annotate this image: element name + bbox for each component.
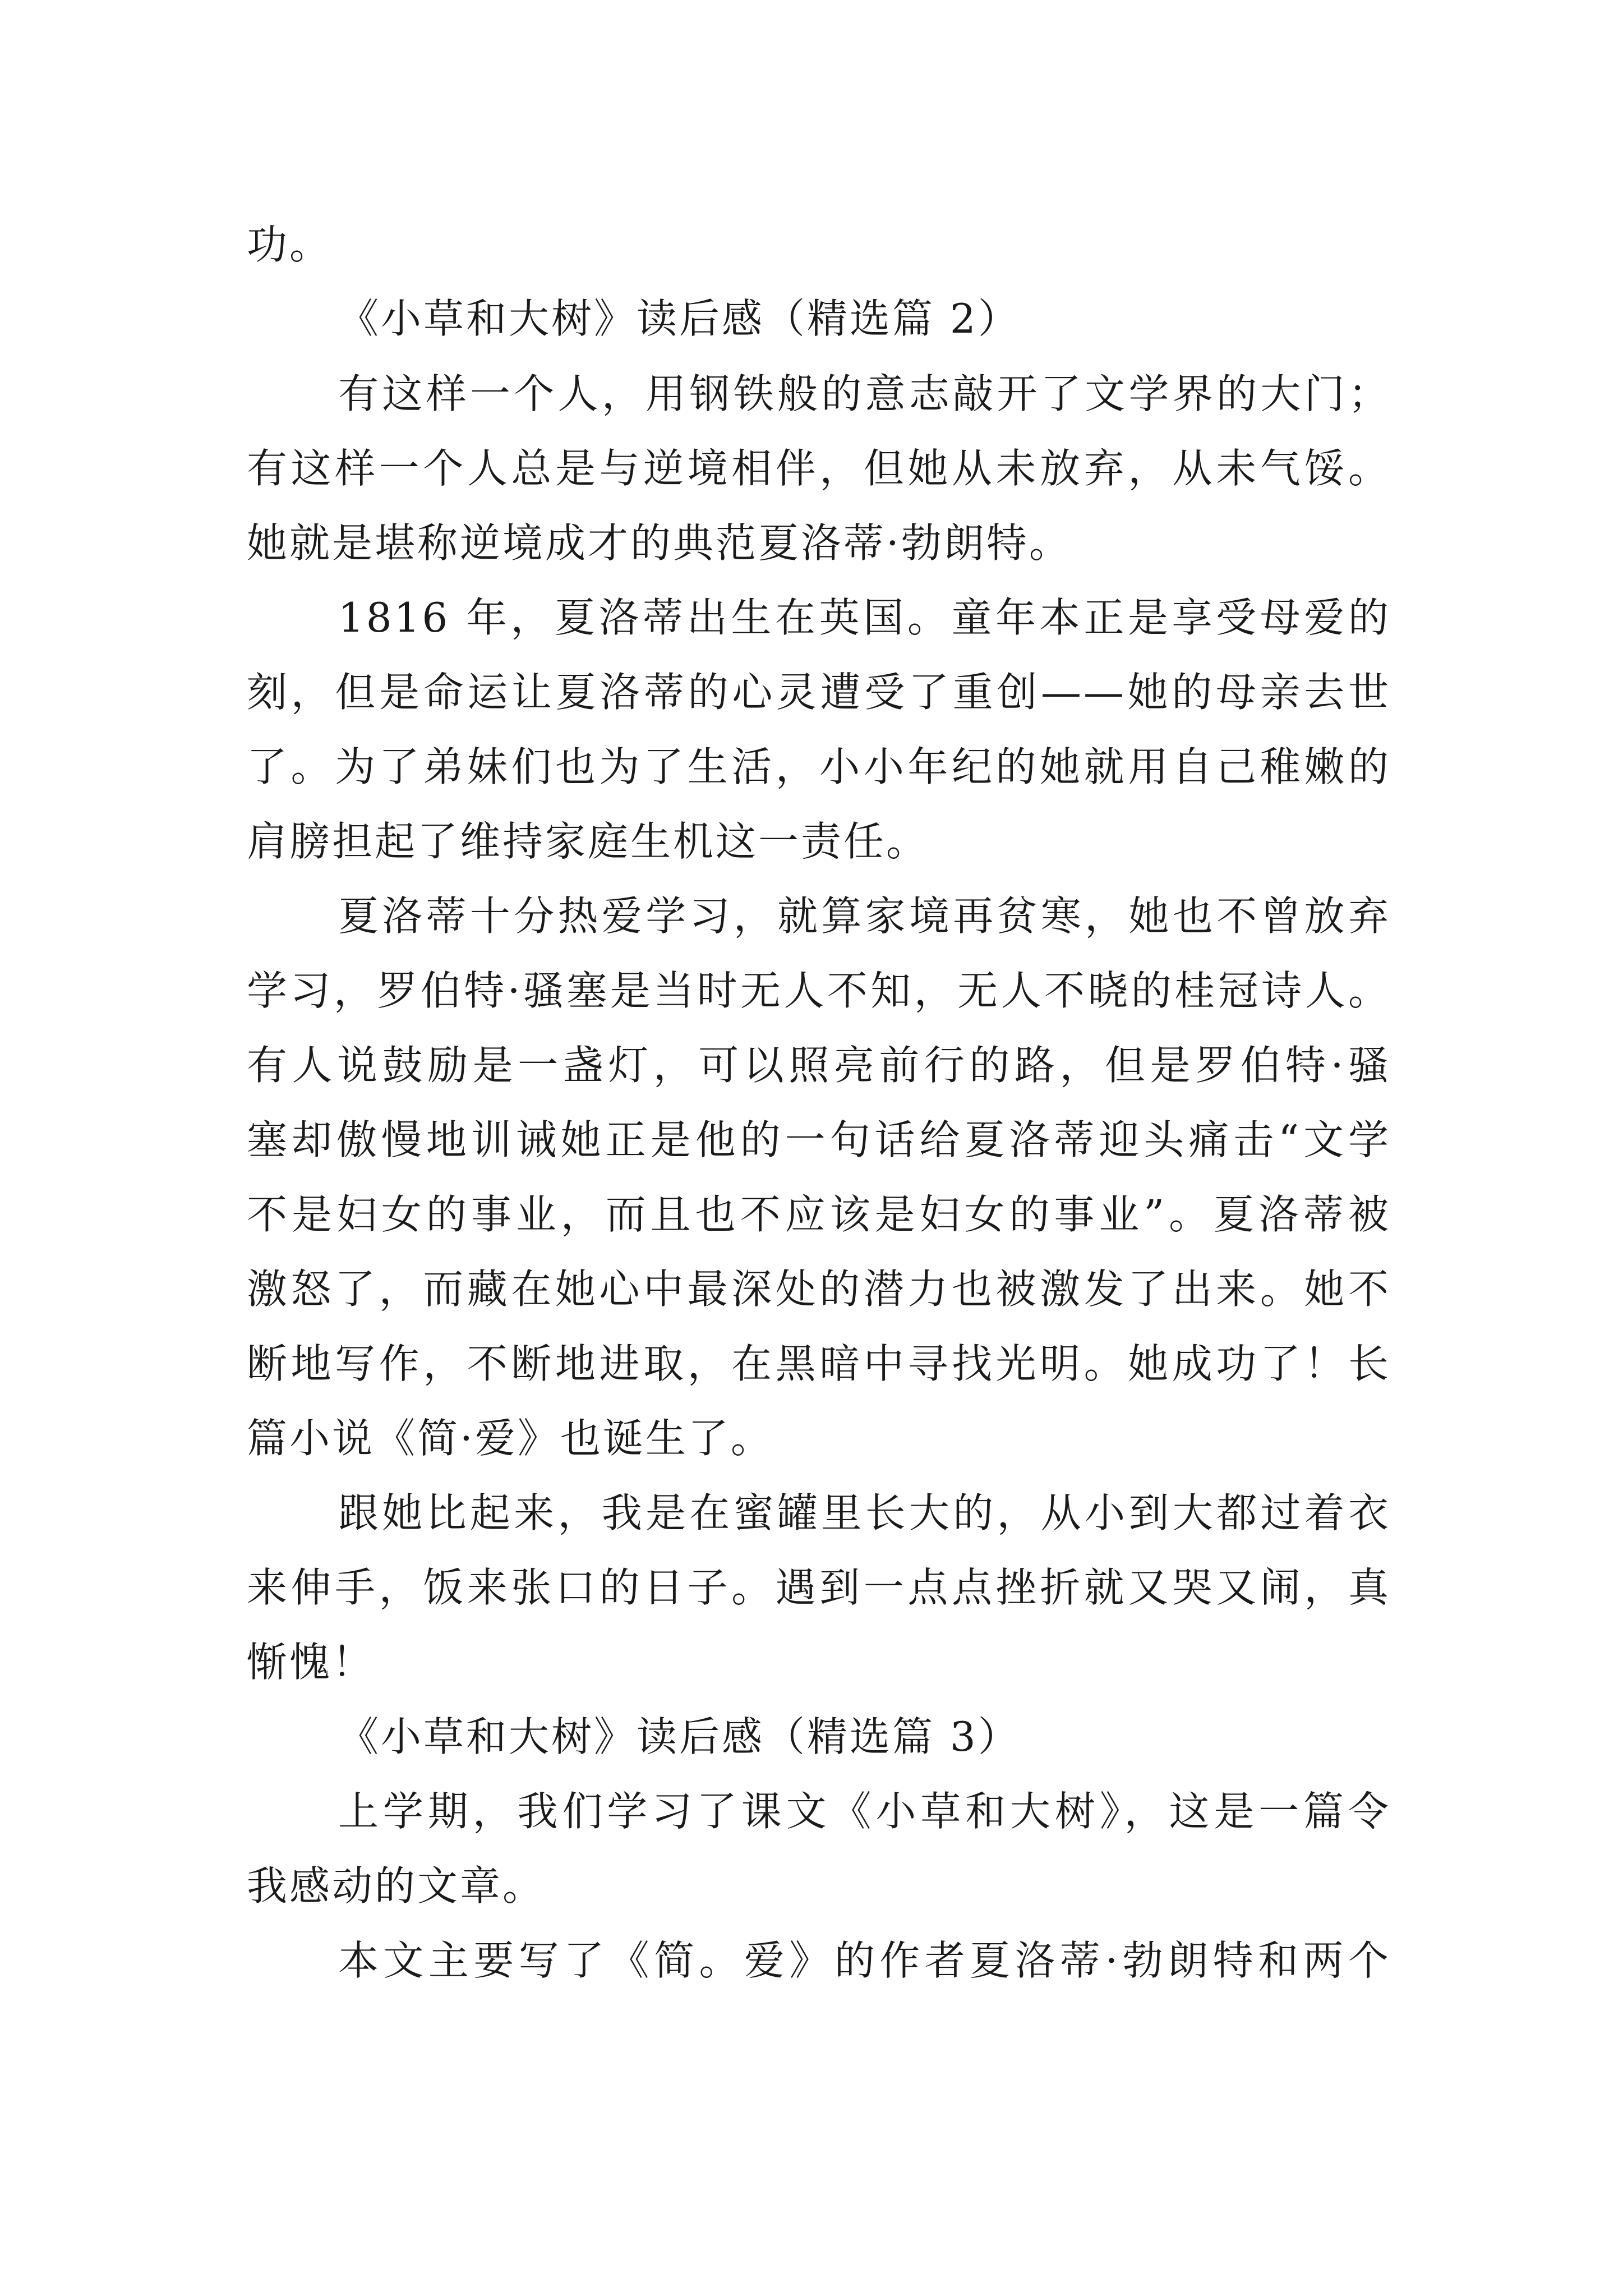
paragraph-line: 上学期，我们学习了课文《小草和大树》，这是一篇令	[338, 1788, 1391, 1835]
paragraph-line: 不是妇女的事业，而且也不应该是妇女的事业”。夏洛蒂被	[247, 1191, 1391, 1238]
paragraph-line: 跟她比起来，我是在蜜罐里长大的，从小到大都过着衣	[338, 1489, 1391, 1536]
paragraph-line: 惭愧！	[247, 1639, 375, 1686]
paragraph-line: 1816 年，夏洛蒂出生在英国。童年本正是享受母爱的	[338, 594, 1391, 641]
paragraph-line: 她就是堪称逆境成才的典范夏洛蒂·勃朗特。	[247, 519, 1072, 567]
text-line: 功。	[247, 221, 333, 268]
paragraph-line: 有人说鼓励是一盏灯，可以照亮前行的路，但是罗伯特·骚	[247, 1042, 1391, 1089]
paragraph-line: 激怒了，而藏在她心中最深处的潜力也被激发了出来。她不	[247, 1266, 1391, 1313]
paragraph-line: 有这样一个人总是与逆境相伴，但她从未放弃，从未气馁。	[247, 445, 1391, 492]
paragraph-line: 了。为了弟妹们也为了生活，小小年纪的她就用自己稚嫩的	[247, 743, 1391, 790]
paragraph-line: 塞却傲慢地训诫她正是他的一句话给夏洛蒂迎头痛击“文学	[247, 1116, 1391, 1163]
paragraph-line: 断地写作，不断地进取，在黑暗中寻找光明。她成功了！长	[247, 1340, 1391, 1387]
paragraph-line: 夏洛蒂十分热爱学习，就算家境再贫寒，她也不曾放弃	[338, 892, 1391, 940]
section-heading: 《小草和大树》读后感（精选篇 3）	[338, 1713, 1021, 1760]
paragraph-line: 篇小说《简·爱》也诞生了。	[247, 1415, 773, 1462]
paragraph-line: 学习，罗伯特·骚塞是当时无人不知，无人不晓的桂冠诗人。	[247, 967, 1391, 1014]
paragraph-line: 刻，但是命运让夏洛蒂的心灵遭受了重创——她的母亲去世	[247, 669, 1391, 716]
paragraph-line: 肩膀担起了维持家庭生机这一责任。	[247, 818, 929, 865]
paragraph-line: 本文主要写了《简。爱》的作者夏洛蒂·勃朗特和两个	[338, 1937, 1391, 1984]
paragraph-line: 我感动的文章。	[247, 1862, 546, 1910]
paragraph-line: 有这样一个人，用钢铁般的意志敲开了文学界的大门；	[338, 370, 1391, 417]
paragraph-line: 来伸手，饭来张口的日子。遇到一点点挫折就又哭又闹，真	[247, 1564, 1391, 1611]
section-heading: 《小草和大树》读后感（精选篇 2）	[338, 295, 1021, 342]
